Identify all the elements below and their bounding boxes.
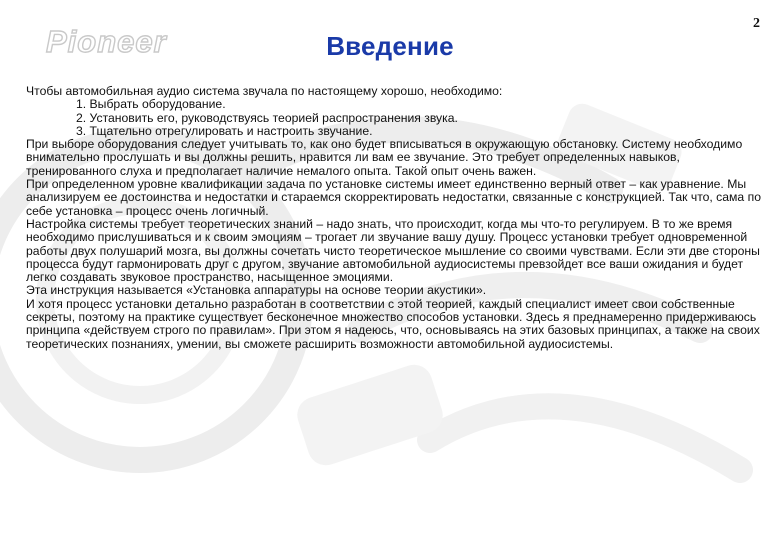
list-item: 3. Тщательно отрегулировать и настроить звучание.: [76, 123, 373, 138]
intro-paragraph: Чтобы автомобильная аудио система звучала по настоящему хорошо, необходимо:: [26, 84, 503, 98]
list-item: 2. Установить его, руководствуясь теорией распространения звука.: [76, 110, 458, 125]
list-item: 1. Выбрать оборудование.: [76, 97, 226, 112]
body-paragraph: Эта инструкция называется «Установка аппаратуры на основе теории акустики».: [26, 283, 487, 298]
body-paragraph: Настройка системы требует теоретических знаний – надо знать, что происходит, когда мы что-то регулируем. В то же время необходимо прислушиваться и к своим эмоциям – трогает ли звучание вашу душу. Процесс установки требует одновременной работы двух полушарий мозга, вы должны сочетать чисто теоретическое мышление со своими чувствами. Если эти две стороны процесса будут гармонировать друг с другом, звучание автомобильной аудиосистемы превзойдет все ваши ожидания и будет легко создавать звуковое пространство, насыщенное эмоциями.: [26, 216, 760, 285]
body-paragraph: При выборе оборудования следует учитывать то, как оно будет вписываться в окружающую обстановку. Систему необходимо внимательно прослушать и вы должны решить, нравится ли вам ее звучание. Это требует определенных навыков, тренированного слуха и предполагает наличие немалого опыта. Такой опыт очень важен.: [26, 137, 743, 178]
document-body: [26, 85, 766, 351]
svg-text:Pioneer: Pioneer: [46, 24, 167, 58]
page-number: 2: [753, 16, 760, 31]
body-paragraph: При определенном уровне квалификации задача по установке системы имеет единственно верный ответ – как уравнение. Мы анализируем ее достоинства и недостатки и стараемся скорректировать недостатки, связанные с конструкцией. Так что, сама по себе установка – процесс очень логичный.: [26, 177, 761, 218]
body-paragraph: И хотя процесс установки детально разработан в соответствии с этой теорией, каждый специалист имеет свои собственные секреты, поэтому на практике существует бесконечное множество способов установки. Здесь я преднамеренно придерживаюсь принципа «действуем строго по правилам». При этом я надеюсь, что, основываясь на этих базовых принципах, а также на своих теоретических познаниях, умении, вы сможете расширить возможности автомобильной аудиосистемы.: [26, 296, 760, 351]
page-title: Введение: [326, 31, 454, 61]
